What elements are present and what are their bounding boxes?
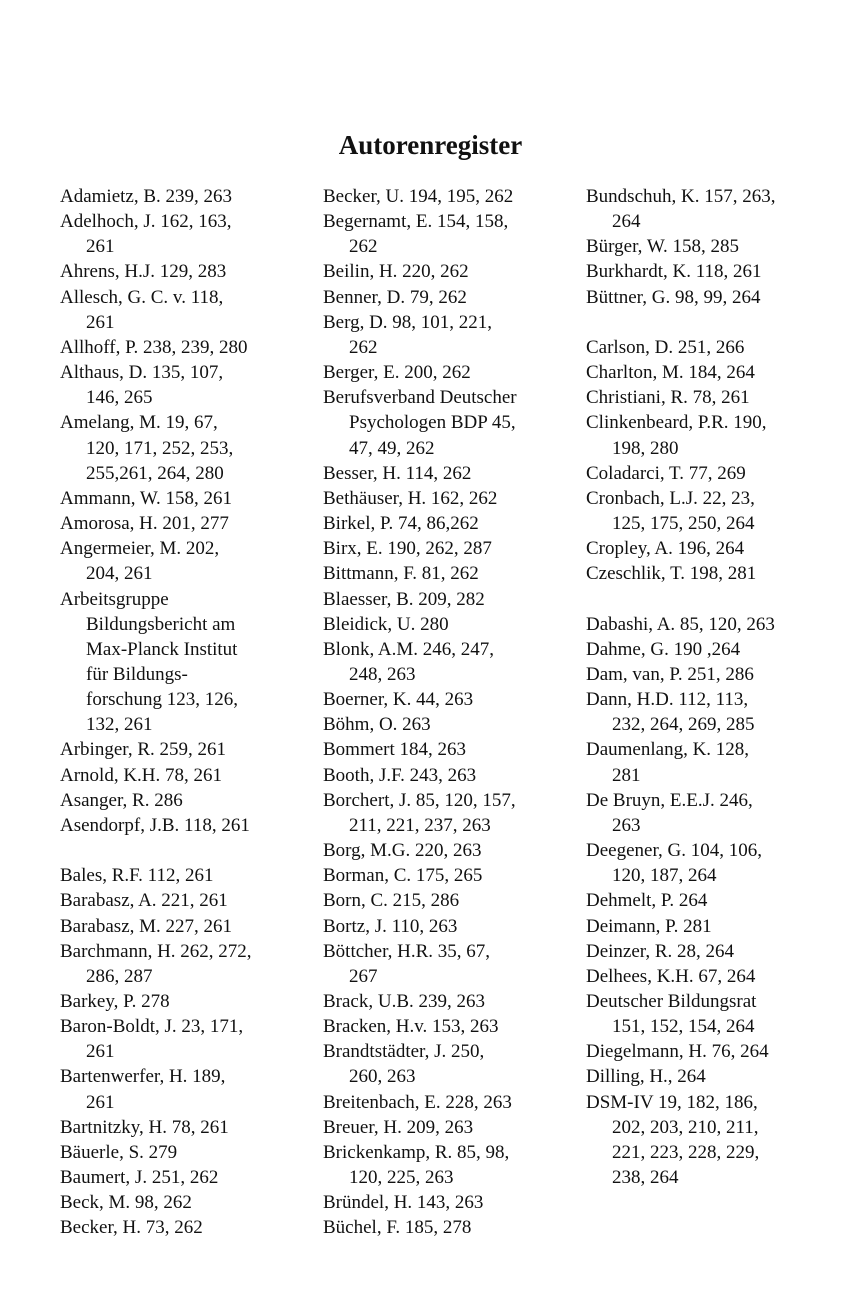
index-entry xyxy=(323,1190,573,1215)
index-entry xyxy=(586,788,848,838)
index-entry xyxy=(60,1215,310,1240)
entry-line: Brack, U.B. 239, 263 xyxy=(323,991,486,1012)
index-entry xyxy=(586,1039,848,1064)
entry-continuation-line: 262 xyxy=(349,236,378,258)
entry-line: Diegelmann, H. 76, 264 xyxy=(586,1041,769,1063)
index-entry xyxy=(323,1115,573,1140)
index-entry xyxy=(323,310,573,360)
index-entry xyxy=(60,410,310,485)
entry-continuation-line: 47, 49, 262 xyxy=(349,437,435,459)
index-entry xyxy=(60,788,310,813)
entry-line: DSM-IV 19, 182, 186, xyxy=(586,1091,758,1113)
entry-line: Arnold, K.H. 78, 261 xyxy=(60,764,223,786)
entry-line: Borman, C. 175, 265 xyxy=(323,865,483,887)
index-entry xyxy=(586,486,848,536)
entry-line: Barkey, P. 278 xyxy=(60,990,170,1012)
index-entry xyxy=(586,461,848,486)
index-entry xyxy=(586,335,848,360)
index-entry xyxy=(586,964,848,989)
index-entry xyxy=(323,687,573,712)
index-entry xyxy=(60,536,310,586)
entry-line: Amorosa, H. 201, 277 xyxy=(60,513,229,535)
entry-continuation-line: 202, 203, 210, 211, xyxy=(612,1116,759,1138)
entry-continuation-line: Bildungsbericht am xyxy=(86,613,236,635)
index-entry xyxy=(323,385,573,460)
index-entry xyxy=(60,184,310,209)
entry-continuation-line: für Bildungs- xyxy=(86,663,188,685)
entry-line: Deimann, P. 281 xyxy=(586,915,712,937)
index-entry xyxy=(60,939,310,989)
entry-line: Blaesser, B. 209, 282 xyxy=(323,588,485,610)
letter-section-gap xyxy=(586,586,848,611)
entry-line: Barabasz, M. 227, 261 xyxy=(60,915,233,937)
index-entry xyxy=(586,914,848,939)
index-entry xyxy=(60,511,310,536)
entry-continuation-line: 262 xyxy=(349,336,378,358)
index-entry xyxy=(586,385,848,410)
index-entry xyxy=(60,863,310,888)
index-column-3 xyxy=(586,184,848,1190)
entry-line: Blonk, A.M. 246, 247, xyxy=(323,638,495,660)
entry-line: Adelhoch, J. 162, 163, xyxy=(60,211,232,233)
entry-line: Barchmann, H. 262, 272, xyxy=(60,940,252,962)
entry-continuation-line: 255,261, 264, 280 xyxy=(86,462,224,484)
entry-continuation-line: 261 xyxy=(86,1091,115,1113)
entry-line: Bäuerle, S. 279 xyxy=(60,1141,178,1163)
entry-continuation-line: 146, 265 xyxy=(86,387,153,409)
index-entry xyxy=(586,184,848,234)
index-entry xyxy=(60,813,310,838)
entry-line: Bürger, W. 158, 285 xyxy=(586,236,740,258)
entry-continuation-line: 120, 225, 263 xyxy=(349,1167,454,1189)
entry-line: Böttcher, H.R. 35, 67, xyxy=(323,940,491,962)
index-entry xyxy=(323,486,573,511)
entry-line: Beilin, H. 220, 262 xyxy=(323,261,469,283)
index-entry xyxy=(323,788,573,838)
index-column-1 xyxy=(60,184,310,1241)
entry-continuation-line: 232, 264, 269, 285 xyxy=(612,714,755,736)
entry-line: Bales, R.F. 112, 261 xyxy=(60,865,214,887)
entry-line: Deutscher Bildungsrat xyxy=(586,990,757,1012)
entry-line: Bethäuser, H. 162, 262 xyxy=(323,487,498,509)
index-entry xyxy=(60,285,310,335)
index-entry xyxy=(323,863,573,888)
index-entry xyxy=(323,1014,573,1039)
index-entry xyxy=(60,587,310,738)
entry-line: Barabasz, A. 221, 261 xyxy=(60,890,228,912)
entry-line: Bartnitzky, H. 78, 261 xyxy=(60,1116,229,1138)
entry-continuation-line: Psychologen BDP 45, xyxy=(349,412,516,434)
index-entry xyxy=(323,914,573,939)
entry-line: Ahrens, H.J. 129, 283 xyxy=(60,261,227,283)
index-entry xyxy=(323,259,573,284)
entry-line: Becker, H. 73, 262 xyxy=(60,1217,203,1239)
index-entry xyxy=(323,838,573,863)
entry-continuation-line: 261 xyxy=(86,1041,115,1063)
entry-line: Althaus, D. 135, 107, xyxy=(60,362,224,384)
entry-line: Dahme, G. 190 ,264 xyxy=(586,638,741,660)
entry-continuation-line: 120, 171, 252, 253, xyxy=(86,437,234,459)
entry-line: Delhees, K.H. 67, 264 xyxy=(586,965,756,987)
entry-continuation-line: 211, 221, 237, 263 xyxy=(349,814,491,836)
entry-line: Angermeier, M. 202, xyxy=(60,538,220,560)
entry-line: Becker, U. 194, 195, 262 xyxy=(323,186,514,207)
entry-line: Amelang, M. 19, 67, xyxy=(60,412,218,434)
entry-line: Baumert, J. 251, 262 xyxy=(60,1167,219,1189)
index-entry xyxy=(60,335,310,360)
entry-continuation-line: 263 xyxy=(612,814,641,836)
entry-line: Dann, H.D. 112, 113, xyxy=(586,689,749,711)
index-entry xyxy=(323,763,573,788)
entry-continuation-line: forschung 123, 126, xyxy=(86,689,238,711)
index-entry xyxy=(60,1190,310,1215)
entry-line: Borchert, J. 85, 120, 157, xyxy=(323,789,516,811)
entry-continuation-line: 221, 223, 228, 229, xyxy=(612,1141,760,1163)
entry-line: Cropley, A. 196, 264 xyxy=(586,538,745,560)
index-entry xyxy=(586,838,848,888)
entry-continuation-line: 238, 264 xyxy=(612,1167,679,1189)
entry-line: Benner, D. 79, 262 xyxy=(323,286,467,308)
index-entry xyxy=(60,209,310,259)
entry-continuation-line: 261 xyxy=(86,311,115,333)
index-entry xyxy=(323,989,573,1014)
index-entry xyxy=(60,914,310,939)
entry-continuation-line: 264 xyxy=(612,211,641,233)
entry-line: Christiani, R. 78, 261 xyxy=(586,387,750,409)
index-entry xyxy=(323,888,573,913)
entry-line: Böhm, O. 263 xyxy=(323,714,431,736)
index-entry xyxy=(586,687,848,737)
index-entry xyxy=(586,259,848,284)
entry-line: Begernamt, E. 154, 158, xyxy=(323,211,509,233)
entry-continuation-line: 281 xyxy=(612,764,641,786)
index-entry xyxy=(323,637,573,687)
index-entry xyxy=(586,662,848,687)
entry-line: Breitenbach, E. 228, 263 xyxy=(323,1091,512,1113)
index-entry xyxy=(586,360,848,385)
entry-continuation-line: 248, 263 xyxy=(349,663,416,685)
entry-line: Asendorpf, J.B. 118, 261 xyxy=(60,814,250,836)
index-entry xyxy=(323,1140,573,1190)
entry-line: Borg, M.G. 220, 263 xyxy=(323,840,482,862)
entry-line: Daumenlang, K. 128, xyxy=(586,739,750,761)
entry-continuation-line: 132, 261 xyxy=(86,714,153,736)
page-title: Autorenregister xyxy=(338,130,523,160)
index-entry xyxy=(323,587,573,612)
entry-line: Bittmann, F. 81, 262 xyxy=(323,563,479,585)
index-entry xyxy=(60,737,310,762)
index-entry xyxy=(323,536,573,561)
entry-line: Berufsverband Deutscher xyxy=(323,387,517,409)
entry-line: Cronbach, L.J. 22, 23, xyxy=(586,487,755,509)
entry-line: De Bruyn, E.E.J. 246, xyxy=(586,789,753,811)
entry-continuation-line: 261 xyxy=(86,236,115,258)
index-entry xyxy=(60,1165,310,1190)
index-entry xyxy=(586,234,848,259)
index-entry xyxy=(323,461,573,486)
entry-line: Coladarci, T. 77, 269 xyxy=(586,462,746,484)
entry-line: Ammann, W. 158, 261 xyxy=(60,487,233,509)
entry-line: Besser, H. 114, 262 xyxy=(323,462,472,484)
entry-line: Brandtstädter, J. 250, xyxy=(323,1041,485,1063)
entry-line: Arbeitsgruppe xyxy=(60,588,169,610)
entry-line: Beck, M. 98, 262 xyxy=(60,1192,192,1214)
entry-line: Breuer, H. 209, 263 xyxy=(323,1116,474,1138)
entry-line: Bortz, J. 110, 263 xyxy=(323,915,458,937)
index-entry xyxy=(586,561,848,586)
index-entry xyxy=(60,763,310,788)
index-entry xyxy=(60,888,310,913)
entry-line: Deinzer, R. 28, 264 xyxy=(586,940,735,962)
entry-line: Adamietz, B. 239, 263 xyxy=(60,186,233,207)
index-entry xyxy=(586,410,848,460)
index-entry xyxy=(586,939,848,964)
index-entry xyxy=(586,1064,848,1089)
entry-line: Baron-Boldt, J. 23, 171, xyxy=(60,1016,244,1038)
entry-continuation-line: 198, 280 xyxy=(612,437,679,459)
letter-section-gap xyxy=(60,838,310,863)
entry-line: Clinkenbeard, P.R. 190, xyxy=(586,412,767,434)
index-entry xyxy=(586,612,848,637)
entry-line: Dam, van, P. 251, 286 xyxy=(586,663,754,685)
index-entry xyxy=(586,989,848,1039)
entry-continuation-line: Max-Planck Institut xyxy=(86,638,238,660)
entry-line: Dabashi, A. 85, 120, 263 xyxy=(586,613,775,635)
index-entry xyxy=(323,612,573,637)
index-entry xyxy=(323,209,573,259)
entry-line: Carlson, D. 251, 266 xyxy=(586,336,745,358)
index-entry xyxy=(586,1090,848,1191)
entry-continuation-line: 151, 152, 154, 264 xyxy=(612,1016,755,1038)
index-entry xyxy=(323,285,573,310)
entry-line: Deegener, G. 104, 106, xyxy=(586,840,762,862)
index-entry xyxy=(586,536,848,561)
index-entry xyxy=(586,888,848,913)
entry-line: Büchel, F. 185, 278 xyxy=(323,1217,472,1239)
entry-line: Brickenkamp, R. 85, 98, xyxy=(323,1141,510,1163)
entry-continuation-line: 204, 261 xyxy=(86,563,153,585)
entry-line: Dilling, H., 264 xyxy=(586,1066,706,1088)
entry-continuation-line: 120, 187, 264 xyxy=(612,865,717,887)
letter-section-gap xyxy=(586,310,848,335)
entry-line: Bommert 184, 263 xyxy=(323,739,467,761)
entry-line: Burkhardt, K. 118, 261 xyxy=(586,261,762,283)
index-entry xyxy=(323,511,573,536)
index-entry xyxy=(586,637,848,662)
entry-continuation-line: 286, 287 xyxy=(86,965,153,987)
entry-line: Berg, D. 98, 101, 221, xyxy=(323,311,493,333)
entry-line: Asanger, R. 286 xyxy=(60,789,183,811)
index-entry xyxy=(323,184,573,209)
entry-line: Boerner, K. 44, 263 xyxy=(323,689,474,711)
entry-line: Allesch, G. C. v. 118, xyxy=(60,286,224,308)
index-entry xyxy=(323,737,573,762)
entry-line: Bründel, H. 143, 263 xyxy=(323,1192,484,1214)
entry-continuation-line: 267 xyxy=(349,965,378,987)
index-entry xyxy=(323,939,573,989)
index-entry xyxy=(323,1039,573,1089)
index-entry xyxy=(586,737,848,787)
entry-line: Birkel, P. 74, 86,262 xyxy=(323,513,479,535)
index-column-2 xyxy=(323,184,573,1241)
index-entry xyxy=(60,486,310,511)
entry-line: Bundschuh, K. 157, 263, xyxy=(586,186,776,207)
entry-continuation-line: 125, 175, 250, 264 xyxy=(612,513,755,535)
index-entry xyxy=(323,1215,573,1240)
index-entry xyxy=(60,1014,310,1064)
entry-line: Czeschlik, T. 198, 281 xyxy=(586,563,757,585)
entry-line: Allhoff, P. 238, 239, 280 xyxy=(60,336,248,358)
entry-line: Dehmelt, P. 264 xyxy=(586,890,708,912)
index-entry xyxy=(60,1115,310,1140)
index-entry xyxy=(60,1064,310,1114)
index-entry xyxy=(323,1090,573,1115)
index-entry xyxy=(586,285,848,310)
index-entry xyxy=(323,712,573,737)
entry-line: Bracken, H.v. 153, 263 xyxy=(323,1016,499,1038)
entry-line: Birx, E. 190, 262, 287 xyxy=(323,538,492,560)
entry-line: Born, C. 215, 286 xyxy=(323,890,460,912)
entry-line: Bleidick, U. 280 xyxy=(323,613,449,635)
index-entry xyxy=(323,360,573,385)
entry-line: Bartenwerfer, H. 189, xyxy=(60,1066,226,1088)
entry-continuation-line: 260, 263 xyxy=(349,1066,416,1088)
index-entry xyxy=(60,1140,310,1165)
index-entry xyxy=(60,989,310,1014)
entry-line: Berger, E. 200, 262 xyxy=(323,362,471,384)
entry-line: Charlton, M. 184, 264 xyxy=(586,362,755,384)
entry-line: Büttner, G. 98, 99, 264 xyxy=(586,286,761,308)
index-entry xyxy=(60,259,310,284)
index-entry xyxy=(60,360,310,410)
entry-line: Arbinger, R. 259, 261 xyxy=(60,739,226,761)
entry-line: Booth, J.F. 243, 263 xyxy=(323,764,477,786)
index-entry xyxy=(323,561,573,586)
